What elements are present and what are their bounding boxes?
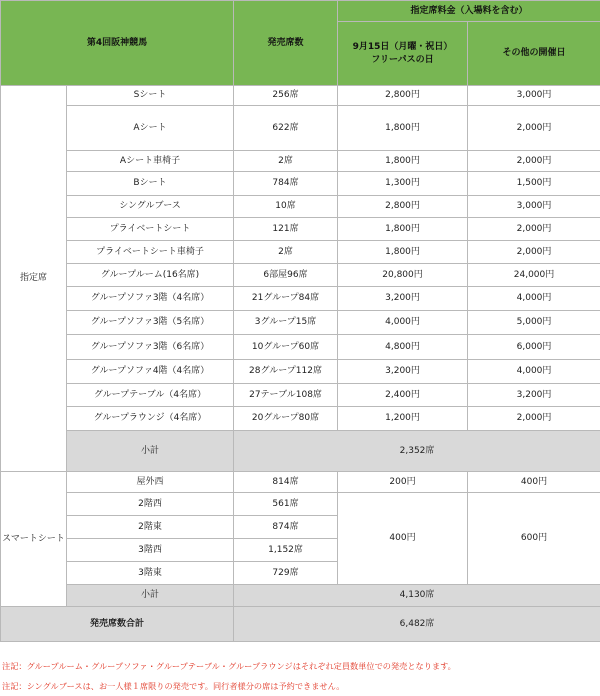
fee-holiday: 4,000円 — [338, 311, 468, 335]
fee-holiday: 3,200円 — [338, 360, 468, 384]
reserved-subtotal-label: 小計 — [67, 431, 234, 472]
fee-holiday: 2,400円 — [338, 384, 468, 407]
fee-holiday: 3,200円 — [338, 287, 468, 311]
total-value: 6,482席 — [234, 607, 600, 642]
fee-other: 3,200円 — [468, 384, 600, 407]
table-row — [1, 151, 600, 172]
subtotal-row — [1, 431, 600, 472]
seat-type: プライベートシート — [67, 218, 234, 241]
seat-count: 2席 — [234, 241, 338, 264]
seat-count: 10席 — [234, 196, 338, 218]
fee-other: 4,000円 — [468, 287, 600, 311]
table-row — [1, 241, 600, 264]
table-row — [1, 472, 600, 493]
seat-type: グループラウンジ（4名席） — [67, 407, 234, 431]
fee-holiday: 1,800円 — [338, 106, 468, 151]
fee-other: 3,000円 — [468, 196, 600, 218]
seat-type: 2階西 — [67, 493, 234, 516]
total-label: 発売席数合計 — [1, 607, 234, 642]
fee-holiday: 4,800円 — [338, 335, 468, 360]
fee-other: 2,000円 — [468, 218, 600, 241]
seat-count: 121席 — [234, 218, 338, 241]
seat-type: グループソファ3階（4名席） — [67, 287, 234, 311]
seat-count: 729席 — [234, 562, 338, 585]
seat-count: 3グループ15席 — [234, 311, 338, 335]
smart-section-label: スマートシート — [1, 472, 67, 607]
seat-count: 6部屋96席 — [234, 264, 338, 287]
note-single-booth: 注記：シングルブースは、お一人様１席限りの発売です。同行者様分の席は予約できません。 — [2, 681, 345, 691]
reserved-section-label: 指定席 — [1, 86, 67, 472]
seat-count: 561席 — [234, 493, 338, 516]
fee-holiday-indoor: 400円 — [338, 493, 468, 585]
seat-count: 622席 — [234, 106, 338, 151]
fee-other: 2,000円 — [468, 241, 600, 264]
header-day1 — [338, 22, 468, 86]
fee-other: 2,000円 — [468, 407, 600, 431]
fee-holiday-outdoor: 200円 — [338, 472, 468, 493]
table-row — [1, 106, 600, 151]
seat-type: グループルーム(16名席) — [67, 264, 234, 287]
seat-type: プライベートシート車椅子 — [67, 241, 234, 264]
fee-other: 4,000円 — [468, 360, 600, 384]
table-row — [1, 86, 600, 106]
fee-holiday: 20,800円 — [338, 264, 468, 287]
seat-count: 874席 — [234, 516, 338, 539]
table-row — [1, 311, 600, 335]
note-group-seats: 注記：グループルーム・グループソファ・グループテーブル・グループラウンジはそれぞれ定員数単位での発売となります。 — [2, 661, 456, 671]
fee-holiday: 1,300円 — [338, 172, 468, 196]
seat-type: 3階東 — [67, 562, 234, 585]
seat-count: 784席 — [234, 172, 338, 196]
seat-type: グループソファ4階（4名席） — [67, 360, 234, 384]
seat-type: グループソファ3階（6名席） — [67, 335, 234, 360]
header-fee-group: 指定席料金（入場料を含む） — [338, 1, 600, 22]
seat-count: 10グループ60席 — [234, 335, 338, 360]
seat-type: グループソファ3階（5名席） — [67, 311, 234, 335]
fee-other-outdoor: 400円 — [468, 472, 600, 493]
fee-other: 6,000円 — [468, 335, 600, 360]
seat-count: 20グループ80席 — [234, 407, 338, 431]
fee-other: 2,000円 — [468, 151, 600, 172]
fee-other: 1,500円 — [468, 172, 600, 196]
seat-type: グループテーブル（4名席） — [67, 384, 234, 407]
seat-type: 3階西 — [67, 539, 234, 562]
fee-other: 3,000円 — [468, 86, 600, 106]
smart-subtotal-label: 小計 — [67, 585, 234, 607]
seat-type: 2階東 — [67, 516, 234, 539]
total-row — [1, 607, 600, 642]
table-row — [1, 264, 600, 287]
fee-holiday: 1,800円 — [338, 241, 468, 264]
seat-count: 2席 — [234, 151, 338, 172]
fee-other: 24,000円 — [468, 264, 600, 287]
table-row — [1, 360, 600, 384]
header-day1-line2: フリーパスの日 — [371, 54, 434, 65]
header-other-days: その他の開催日 — [468, 22, 600, 86]
table-row — [1, 196, 600, 218]
smart-subtotal-value: 4,130席 — [234, 585, 600, 607]
subtotal-row — [1, 585, 600, 607]
fee-other-indoor: 600円 — [468, 493, 600, 585]
fee-holiday: 1,800円 — [338, 151, 468, 172]
header-seats-sold: 発売席数 — [234, 1, 338, 86]
seat-type: 屋外西 — [67, 472, 234, 493]
table-row — [1, 407, 600, 431]
fee-holiday: 1,200円 — [338, 407, 468, 431]
seat-count: 814席 — [234, 472, 338, 493]
seat-type: Aシート — [67, 106, 234, 151]
fee-holiday: 1,800円 — [338, 218, 468, 241]
table-row — [1, 384, 600, 407]
fee-other: 2,000円 — [468, 106, 600, 151]
seat-count: 1,152席 — [234, 539, 338, 562]
fee-holiday: 2,800円 — [338, 86, 468, 106]
header-day1-line1: 9月15日（月曜・祝日） — [352, 41, 453, 52]
table-row — [1, 218, 600, 241]
seat-count: 27テーブル108席 — [234, 384, 338, 407]
table-row — [1, 287, 600, 311]
reserved-subtotal-value: 2,352席 — [234, 431, 600, 472]
header-event: 第4回阪神競馬 — [1, 1, 234, 86]
table-row — [1, 493, 600, 516]
seat-type: Bシート — [67, 172, 234, 196]
seat-type: Sシート — [67, 86, 234, 106]
seat-type: Aシート車椅子 — [67, 151, 234, 172]
fee-holiday: 2,800円 — [338, 196, 468, 218]
seat-type: シングルブース — [67, 196, 234, 218]
seat-count: 21グループ84席 — [234, 287, 338, 311]
table-row — [1, 172, 600, 196]
seat-count: 256席 — [234, 86, 338, 106]
table-row — [1, 335, 600, 360]
seat-count: 28グループ112席 — [234, 360, 338, 384]
fee-other: 5,000円 — [468, 311, 600, 335]
